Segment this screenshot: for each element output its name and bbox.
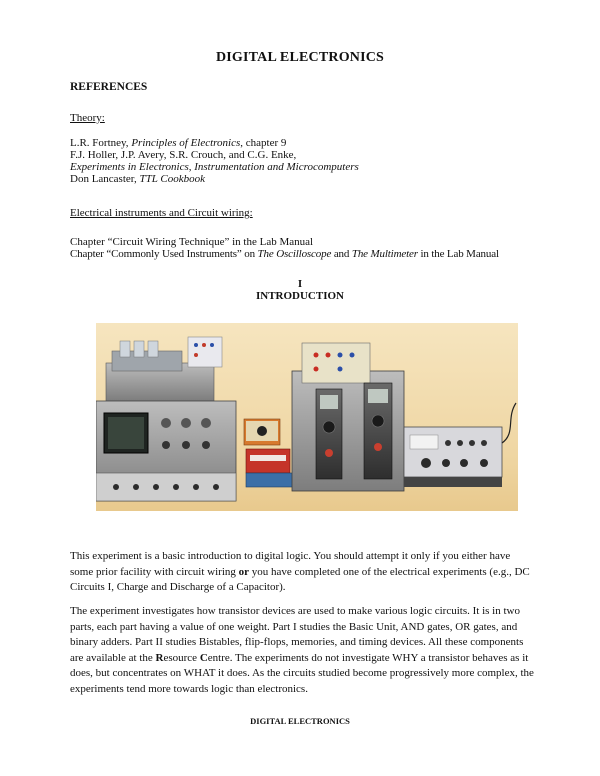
theory-ref-1: L.R. Fortney, Principles of Electronics, chapter 9 [70,137,287,149]
oscilloscope-illustration [96,337,236,501]
theory-ref-3: Experiments in Electronics, Instrumentation and Microcomputers [70,161,359,173]
section-title: INTRODUCTION [255,290,344,302]
section-number: I [297,278,303,290]
wiring-ref-2: Chapter “Commonly Used Instruments” on The Oscilloscope and The Multimeter in the Lab Manual [70,248,499,260]
intro-paragraph-1: This experiment is a basic introduction to digital logic. You should attempt it only if you either have some prior facility with circuit wiring or you have completed one of the electrical experiments (e.g., DC Circuits I, Charge and Discharge of a Capacitor). [70,550,530,593]
theory-heading: Theory: [70,112,105,124]
theory-ref-4: Don Lancaster, TTL Cookbook [70,173,206,185]
lab-equipment-photo [96,323,518,511]
theory-ref-2: F.J. Holler, J.P. Avery, S.R. Crouch, and C.G. Enke, [70,149,297,161]
references-heading: REFERENCES [70,81,148,93]
wiring-heading: Electrical instruments and Circuit wiring: [70,207,253,219]
page-title: DIGITAL ELECTRONICS [215,50,385,65]
wiring-ref-1: Chapter “Circuit Wiring Technique” in the Lab Manual [70,236,314,248]
page-footer: DIGITAL ELECTRONICS [250,716,350,726]
intro-paragraph-2: The experiment investigates how transistor devices are used to make various logic circuits. It is in two parts, each part having a value of one weight. Part I studies the Basic Unit, AND gates, OR gates, and binary adders. Part II studies Bistables, flip-flops, memories, and timing devices. All these components are available at the Resource Centre. The experiments do not investigate WHY a transistor behaves as it does, but concentrates on WHAT it does. As the circuits studied become progressively more complex, the experiments tend more towards logic than electronics. [70,605,534,695]
